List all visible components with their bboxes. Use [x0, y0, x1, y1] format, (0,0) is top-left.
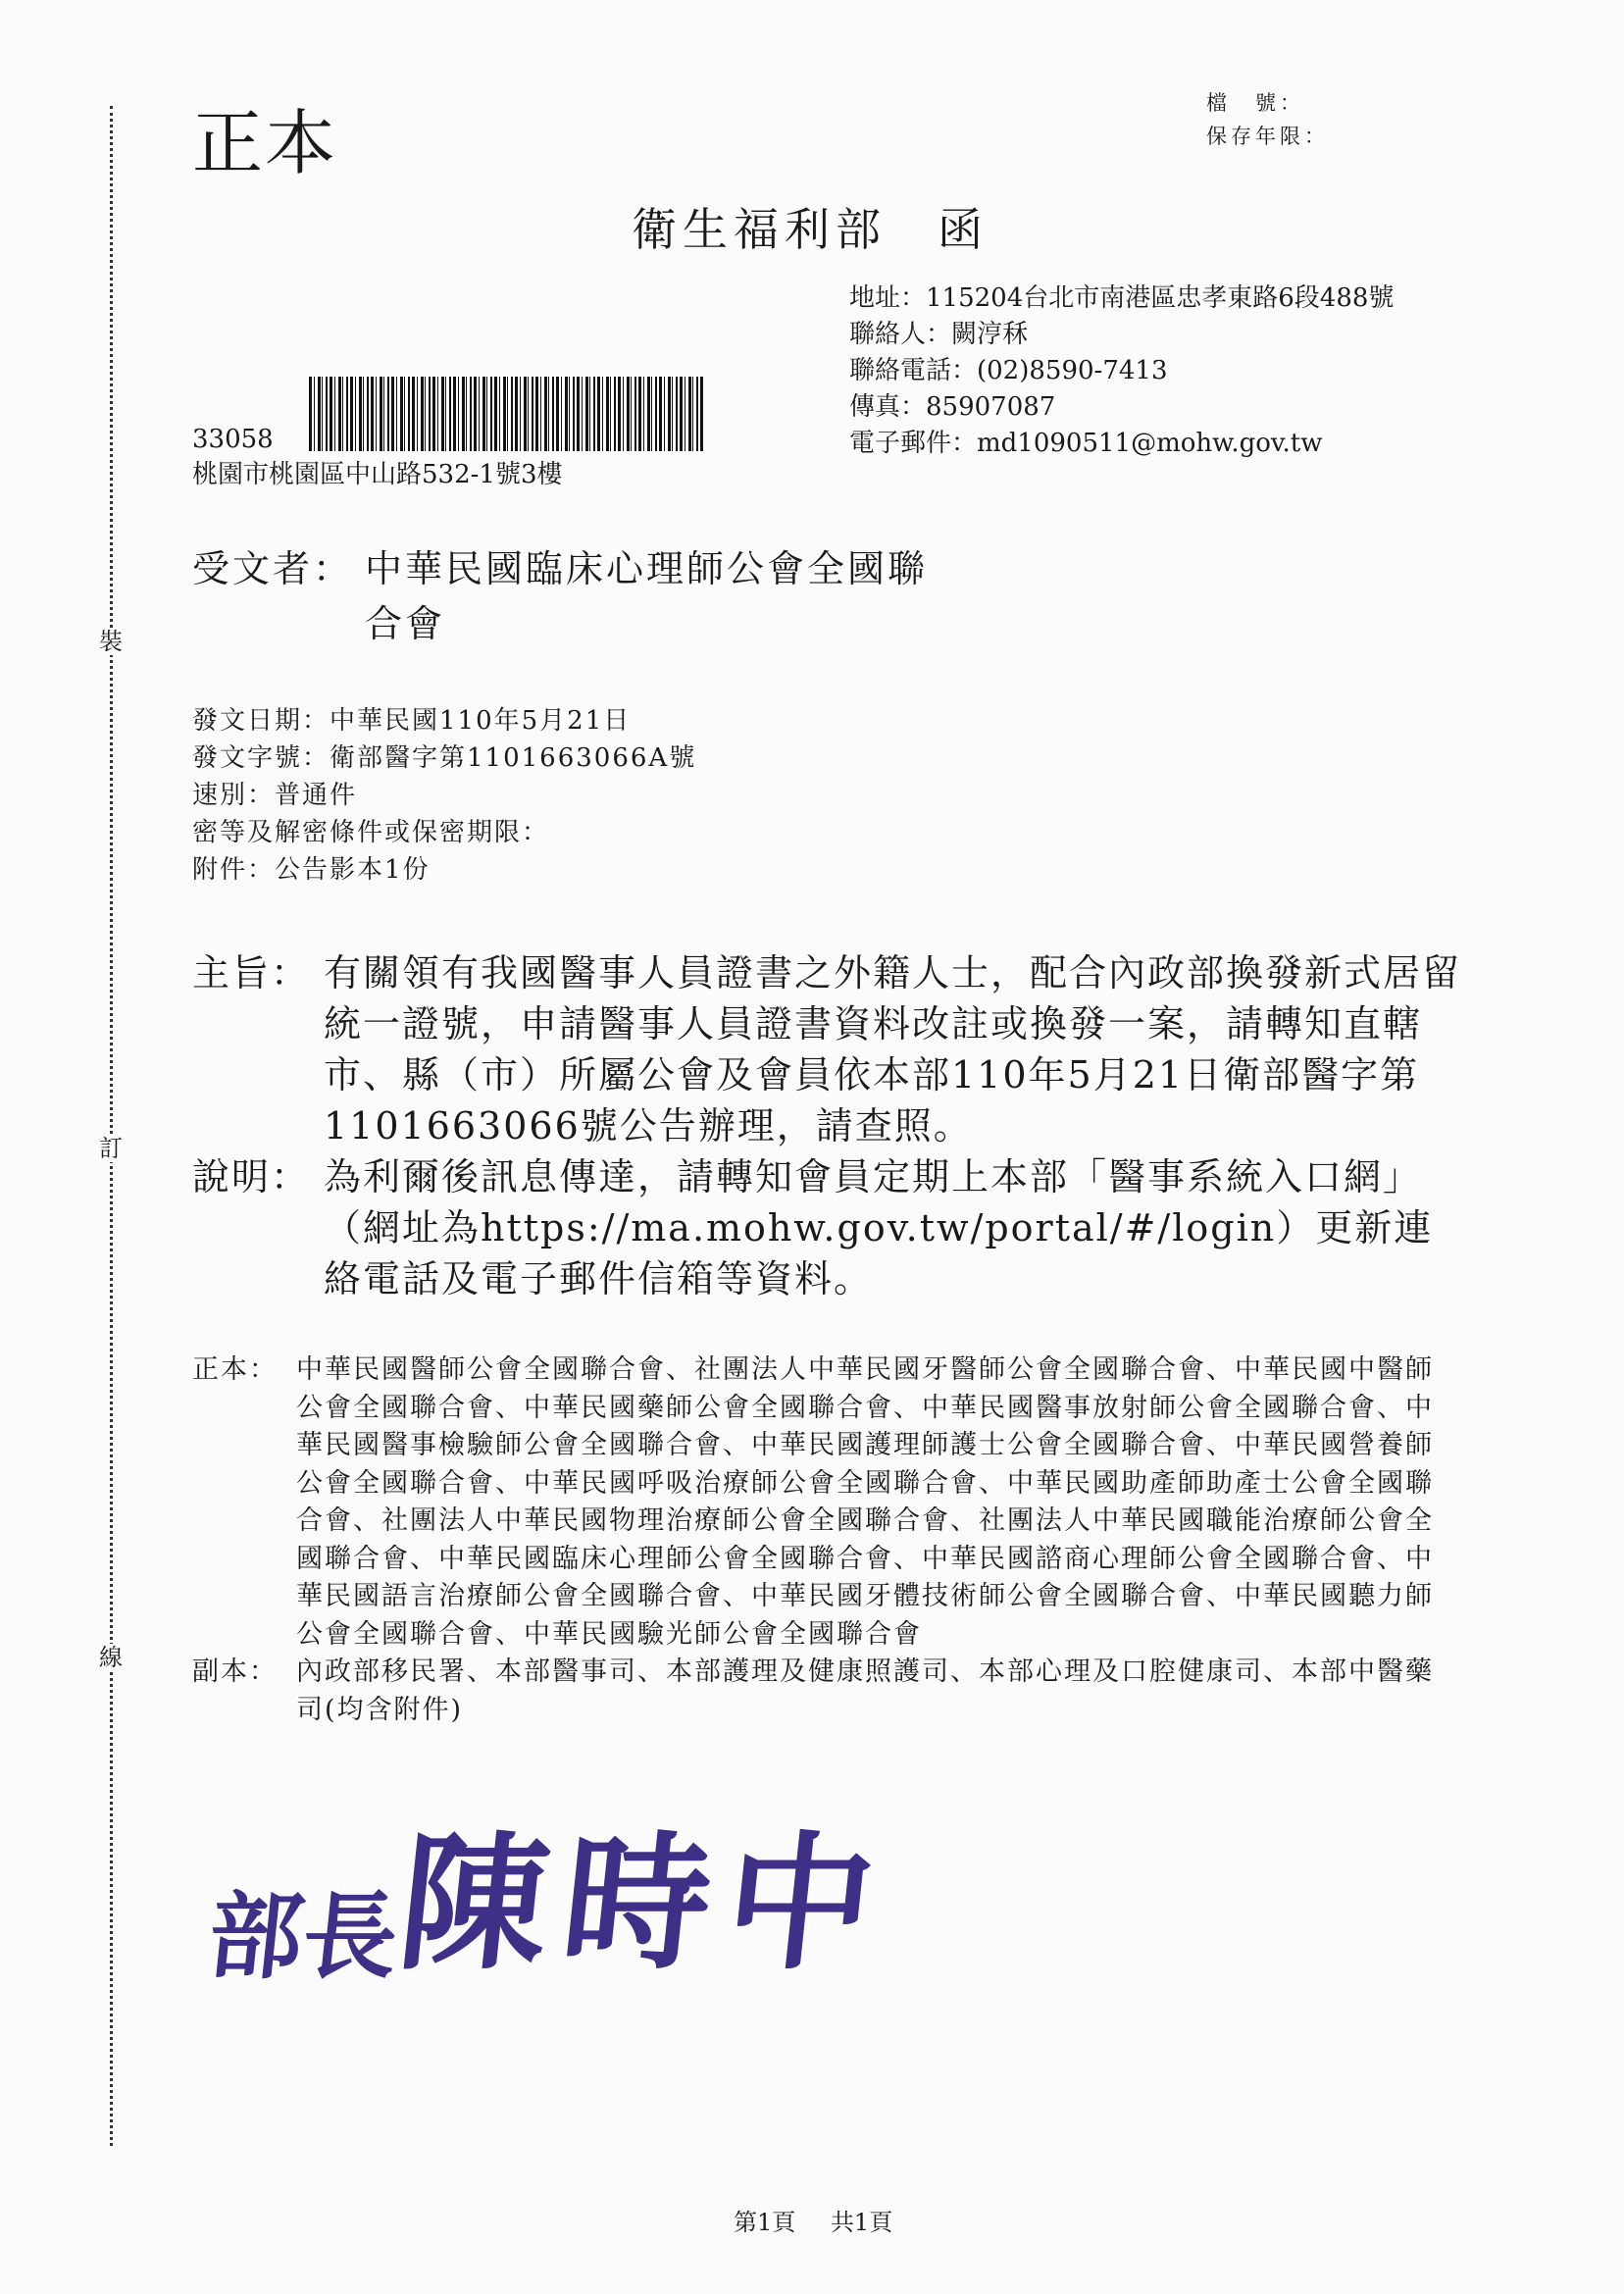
recipient-label: 受文者：: [192, 547, 354, 590]
binding-mark-xian: 線: [99, 1644, 123, 1671]
issue-date: 發文日期：中華民國110年5月21日: [192, 706, 632, 736]
subject-label: 主旨：: [192, 951, 311, 994]
page-total: 共1頁: [830, 2209, 893, 2236]
binding-mark-ding: 訂: [99, 1135, 123, 1162]
letter-body: [192, 947, 1467, 1304]
mailing-address: 桃園市桃園區中山路532-1號3樓: [192, 460, 563, 489]
contact-phone: 聯絡電話：(02)8590-7413: [849, 356, 1168, 385]
retention-label: 保存年限：: [1206, 125, 1329, 148]
issue-info: [192, 702, 696, 889]
postal-code: 33058: [192, 425, 274, 454]
binding-mark-zhuang: 裝: [99, 628, 123, 655]
subject-row: [192, 947, 1467, 1151]
issue-attachment: 附件：公告影本1份: [192, 855, 431, 885]
explanation-label: 說明：: [192, 1155, 311, 1198]
file-number-label: 檔 號：: [1206, 91, 1304, 115]
page-number: 第1頁: [734, 2209, 796, 2236]
contact-fax: 傳真：85907087: [849, 392, 1056, 422]
signature-name: 陳時中: [391, 1817, 898, 1990]
explanation-row: [192, 1151, 1467, 1304]
contact-block: [849, 280, 1394, 462]
copy-to-label: 副本：: [192, 1657, 278, 1687]
subject-text: 有關領有我國醫事人員證書之外籍人士，配合內政部換發新式居留統一證號，申請醫事人員證書資料改註或換發一案，請轉知直轄市、縣（市）所屬公會及會員依本部110年5月21日衛部醫字第1101663066號公告辦理，請查照。: [324, 951, 1462, 1147]
mailing-block: [192, 422, 563, 492]
issue-doc-number: 發文字號：衛部醫字第1101663066A號: [192, 743, 697, 773]
binding-line: [110, 106, 113, 2146]
signature-title: 部長: [203, 1881, 404, 1992]
original-to-row: [192, 1351, 1438, 1654]
original-copy-mark: 正本: [192, 102, 338, 184]
original-to-text: 中華民國醫師公會全國聯合會、社團法人中華民國牙醫師公會全國聯合會、中華民國中醫師公會全國聯合會、中華民國藥師公會全國聯合會、中華民國醫事放射師公會全國聯合會、中華民國醫事檢驗師公會全國聯合會、中華民國護理師護士公會全國聯合會、中華民國營養師公會全國聯合會、中華民國呼吸治療師公會全國聯合會、中華民國助產師助產士公會全國聯合會、社團法人中華民國物理治療師公會全國聯合會、社團法人中華民國職能治療師公會全國聯合會、中華民國臨床心理師公會全國聯合會、中華民國諮商心理師公會全國聯合會、中華民國語言治療師公會全國聯合會、中華民國牙體技術師公會全國聯合會、中華民國聽力師公會全國聯合會、中華民國驗光師公會全國聯合會: [296, 1354, 1434, 1650]
page-footer: [734, 2203, 892, 2237]
contact-address: 地址：115204台北市南港區忠孝東路6段488號: [849, 283, 1395, 313]
contact-email: 電子郵件：md1090511@mohw.gov.tw: [849, 429, 1323, 458]
explanation-text: 為利爾後訊息傳達，請轉知會員定期上本部「醫事系統入口網」（網址為https://ma.mohw.gov.tw/portal/#/login）更新連絡電話及電子郵件信箱等資料。: [324, 1155, 1434, 1300]
copy-to-row: [192, 1654, 1438, 1729]
distribution-block: [192, 1351, 1438, 1729]
document-title: 衛生福利部 函: [632, 203, 989, 256]
minister-signature: [203, 1785, 902, 1997]
contact-person: 聯絡人：闕涥秝: [849, 320, 1029, 349]
recipient-name-line2: 合會: [365, 602, 446, 645]
recipient-name-line1: 中華民國臨床心理師公會全國聯: [365, 547, 929, 590]
issue-speed: 速別：普通件: [192, 781, 358, 810]
file-meta: [1206, 86, 1329, 153]
copy-to-text: 內政部移民署、本部醫事司、本部護理及健康照護司、本部心理及口腔健康司、本部中醫藥司(均含附件): [296, 1657, 1434, 1725]
issue-secrecy: 密等及解密條件或保密期限：: [192, 818, 550, 847]
original-to-label: 正本：: [192, 1354, 278, 1385]
recipient-block: [192, 541, 928, 651]
